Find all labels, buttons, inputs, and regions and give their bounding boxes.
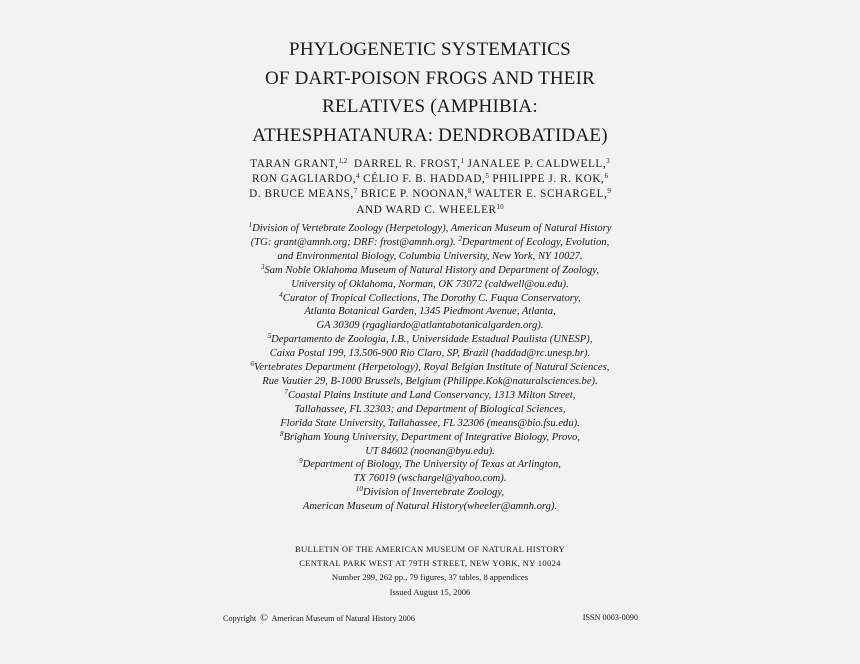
affil-text: Coastal Plains Institute and Land Conservancy, 1313 Milton Street,: [288, 389, 576, 401]
copyright-icon: ©: [260, 613, 268, 624]
affil-text: TX 76019 (wschargel@yahoo.com).: [353, 473, 507, 485]
affil-sup: 9: [299, 457, 303, 466]
affil-line: [0, 264, 860, 278]
author-noonan: BRICE P. NOONAN,: [360, 188, 468, 201]
copyright-holder: American Museum of Natural History 2006: [271, 614, 415, 623]
affil-sup: 6: [250, 360, 255, 369]
affil-line: [0, 361, 860, 375]
author-gagliardo-sup: 4: [356, 172, 360, 181]
affil-text: and Environmental Biology, Columbia University, New York, NY 10027.: [277, 250, 583, 262]
author-grant: TARAN GRANT,: [250, 158, 339, 170]
author-line-1: [0, 157, 860, 172]
author-line-2: [0, 172, 860, 187]
affil-text: Tallahassee, FL 32303; and Department of Biological Sciences,: [294, 403, 566, 415]
affil-line: [0, 236, 860, 250]
paper-title: [0, 36, 860, 150]
author-caldwell-sup: 3: [606, 157, 610, 165]
affil-line: [0, 417, 860, 431]
affil-line: [0, 250, 860, 264]
affil-line: [0, 222, 860, 236]
author-wheeler-sup: 10: [496, 202, 504, 211]
copyright-notice: [223, 613, 415, 624]
author-line-3: [0, 187, 860, 202]
affil-text: (TG: grant@amnh.org; DRF: frost@amnh.org).: [250, 236, 456, 248]
author-list: [0, 157, 860, 218]
author-kok: PHILIPPE J. R. KOK,: [492, 173, 605, 186]
affil-text: Department of Ecology, Evolution,: [461, 236, 610, 248]
bulletin-issued: Issued August 15, 2006: [389, 586, 471, 597]
affil-line: [0, 472, 860, 486]
author-caldwell: JANALEE P. CALDWELL,: [467, 158, 607, 170]
affil-text: Brigham Young University, Department of Integrative Biology, Provo,: [283, 431, 580, 443]
affil-line: [0, 458, 860, 472]
author-frost-sup: 1: [460, 157, 465, 165]
author-haddad-sup: 5: [485, 172, 489, 181]
affil-text: Sam Noble Oklahoma Museum of Natural History and Department of Zoology,: [264, 264, 600, 276]
title-line-2: OF DART-POISON FROGS AND THEIR: [264, 67, 596, 89]
affil-text: Atlanta Botanical Garden, 1345 Piedmont Avenue, Atlanta,: [304, 306, 556, 318]
affil-text: Caixa Postal 199, 13.506-900 Rio Claro, SP, Brazil (haddad@rc.unesp.br).: [269, 348, 591, 360]
affil-text: GA 30309 (rgagliardo@atlantabotanicalgarden.org).: [316, 320, 544, 332]
author-kok-sup: 6: [604, 172, 608, 181]
affil-text: Vertebrates Department (Herpetology), Royal Belgian Institute of Natural Sciences,: [254, 362, 610, 374]
affil-line: [0, 305, 860, 319]
affil-text: Curator of Tropical Collections, The Dorothy C. Fuqua Conservatory,: [282, 292, 581, 304]
affil-text: Division of Invertebrate Zoology,: [362, 487, 505, 499]
title-line-1: PHYLOGENETIC SYSTEMATICS: [289, 39, 571, 60]
author-means: D. BRUCE MEANS,: [249, 188, 354, 201]
bulletin-number: Number 299, 262 pp., 79 figures, 37 tables, 8 appendices: [331, 572, 529, 583]
affil-line: [0, 500, 860, 514]
affil-sup: 8: [280, 429, 284, 438]
author-frost: DARREL R. FROST,: [353, 158, 461, 170]
affil-text: Division of Vertebrate Zoology (Herpetology), American Museum of Natural History: [252, 223, 612, 234]
affil-sup: 10: [355, 485, 363, 494]
affil-sup: 5: [267, 332, 272, 341]
affil-line: [0, 333, 860, 347]
affiliations: [0, 222, 860, 514]
bulletin-name: BULLETIN OF THE AMERICAN MUSEUM OF NATURAL HISTORY: [294, 544, 566, 554]
author-line-4: [0, 203, 860, 218]
affil-line: [0, 319, 860, 333]
author-haddad: CÉLIO F. B. HADDAD,: [363, 173, 486, 186]
affil-line: [0, 486, 860, 500]
affil-text: American Museum of Natural History(wheeler@amnh.org).: [302, 501, 558, 513]
affil-sup: 4: [279, 290, 283, 299]
affil-line: [0, 445, 860, 459]
issn: ISSN 0003-0090: [582, 613, 638, 622]
author-noonan-sup: 8: [467, 187, 472, 196]
affil-text: Department of Biology, The University of Texas at Arlington,: [302, 459, 561, 471]
title-line-4: ATHESPHATANURA: DENDROBATIDAE): [252, 124, 608, 146]
affil-text: University of Oklahoma, Norman, OK 73072 (caldwell@ou.edu).: [291, 278, 569, 290]
affil-sup: 7: [284, 387, 289, 396]
author-schargel: WALTER E. SCHARGEL,: [474, 188, 608, 201]
affil-line: [0, 292, 860, 306]
affil-text: UT 84602 (noonan@byu.edu).: [365, 445, 495, 457]
author-wheeler: AND WARD C. WHEELER: [356, 203, 497, 216]
affil-line: [0, 389, 860, 403]
affil-text: Departamento de Zoologia, I.B., Universidade Estadual Paulista (UNESP),: [271, 334, 593, 346]
bulletin-info: [0, 542, 860, 599]
affil-sup: 2: [458, 234, 462, 243]
author-grant-sup: 1,2: [338, 157, 348, 165]
bulletin-address: CENTRAL PARK WEST AT 79TH STREET, NEW YORK, NY 10024: [299, 558, 561, 569]
affil-text: Rue Vautier 29, B-1000 Brussels, Belgium (Philippe.Kok@naturalsciences.be).: [262, 375, 598, 387]
title-line-3: RELATIVES (AMPHIBIA:: [322, 96, 538, 117]
affil-text: Florida State University, Tallahassee, FL 32306 (means@bio.fsu.edu).: [280, 417, 580, 429]
affil-sup: 3: [260, 262, 265, 271]
author-gagliardo: RON GAGLIARDO,: [252, 173, 357, 186]
affil-line: [0, 431, 860, 445]
page-footer: [223, 613, 638, 624]
author-means-sup: 7: [353, 187, 358, 196]
affil-line: [0, 375, 860, 389]
affil-sup: 1: [248, 221, 253, 229]
copyright-label: Copyright: [223, 614, 257, 623]
affil-line: [0, 278, 860, 292]
author-schargel-sup: 9: [607, 187, 611, 196]
affil-line: [0, 347, 860, 361]
affil-line: [0, 403, 860, 417]
